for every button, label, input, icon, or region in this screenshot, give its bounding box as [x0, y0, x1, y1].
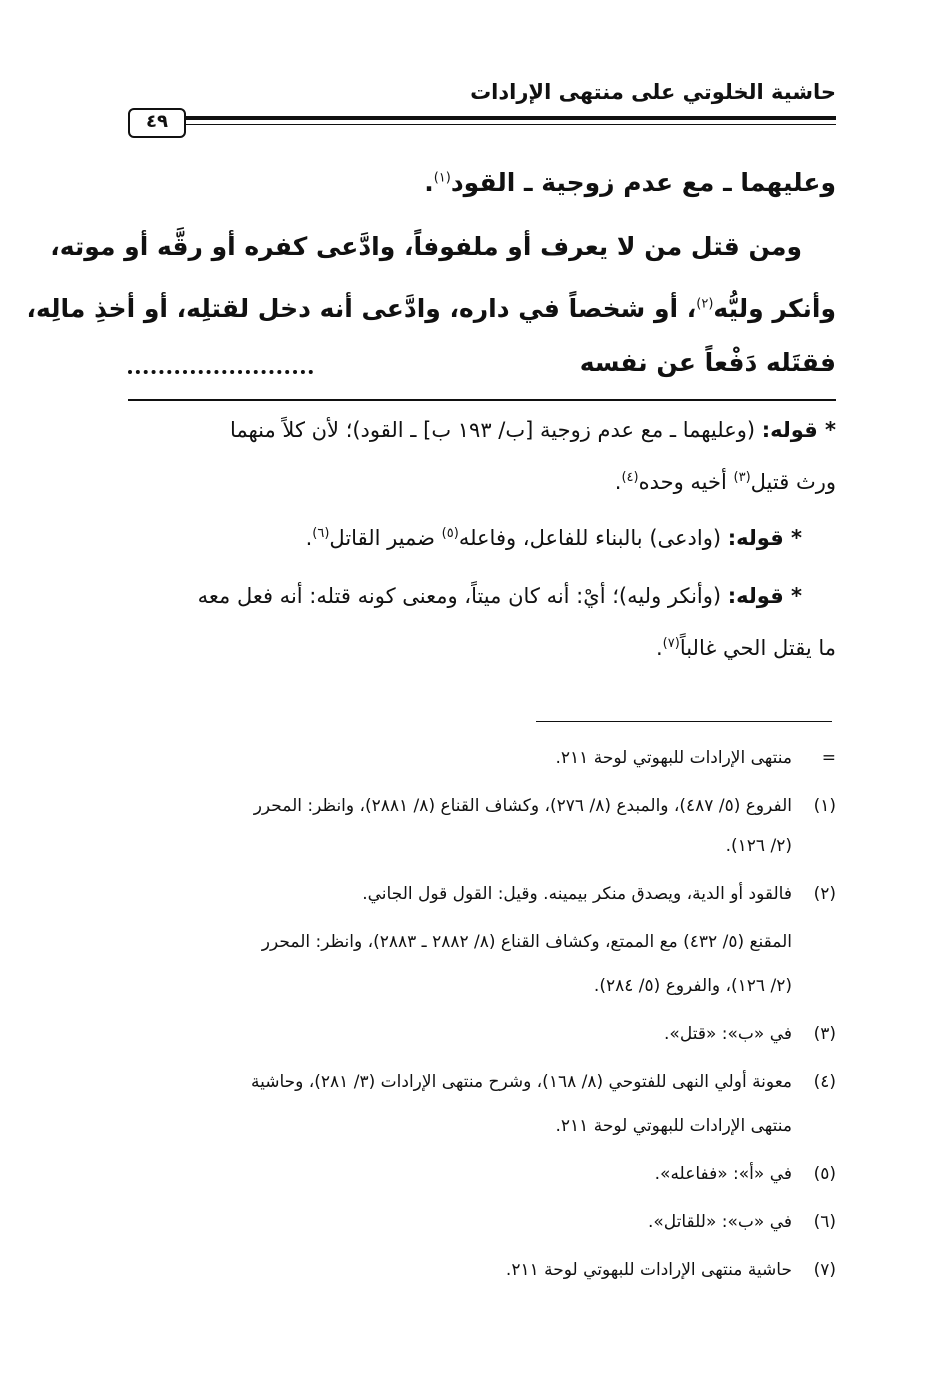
- footnote-marker: (٥): [813, 1164, 836, 1184]
- commentary-1-text-b: أخيه وحده: [638, 470, 734, 494]
- commentary-2: [120, 526, 802, 550]
- footnote-ref-1: (١): [433, 170, 451, 186]
- footnote-text: (٢/ ١٢٦).: [725, 836, 792, 856]
- footnote-marker: (٢): [813, 884, 836, 904]
- footnote-text: فالقود أو الدية، ويصدق منكر بيمينه. وقيل: القول قول الجاني.: [362, 884, 792, 904]
- footnote-text: في «أ»: «ففاعله».: [654, 1164, 792, 1184]
- footnote-text: معونة أولي النهى للفتوحي (٨/ ١٦٨)، وشرح منتهى الإرادات (٣/ ٢٨١)، وحاشية: [251, 1072, 792, 1092]
- footnote-marker: (٣): [813, 1024, 836, 1044]
- header-rule: [186, 116, 836, 120]
- footnote-marker: (٧): [813, 1260, 836, 1280]
- header-rule-thin: [186, 124, 836, 125]
- footnote-ref-6: (٦): [312, 526, 330, 541]
- footnote-marker: (٦): [813, 1212, 836, 1232]
- commentary-3-lead: * قوله:: [727, 584, 802, 608]
- commentary-3-line-2: [120, 636, 836, 660]
- dotted-leader: [128, 366, 313, 374]
- footnote-text: المقنع (٥/ ٤٣٢) مع الممتع، وكشاف القناع (٨/ ٢٨٨٢ ـ ٢٨٨٣)، وانظر: المحرر: [261, 932, 792, 952]
- commentary-2-text-b: ضمير القاتل: [329, 526, 442, 550]
- main-separator-rule: [128, 399, 836, 401]
- footnote-marker: =: [821, 748, 836, 768]
- main-line-3-rest: ، أو شخصاً في داره، وادَّعى أنه دخل لقتلِه، أو أخذِ مالِه،: [26, 294, 697, 323]
- footnote-text: الفروع (٥/ ٤٨٧)، والمبدع (٨/ ٢٧٦)، وكشاف القناع (٨/ ٢٨٨١)، وانظر: المحرر: [253, 796, 792, 816]
- footnote-ref-4: (٤): [621, 470, 639, 485]
- commentary-3-line-1: [120, 584, 802, 608]
- main-text-line-4: فقتَله دَفْعاً عن نفسه: [579, 348, 836, 377]
- main-line-1-end: .: [424, 168, 434, 197]
- footnote-ref-7: (٧): [662, 636, 680, 651]
- footnote-text: منتهى الإرادات للبهوتي لوحة ٢١١.: [555, 748, 792, 768]
- main-text-line-2: ومن قتل من لا يعرف أو ملفوفاً، وادَّعى كفره أو رقَّه أو موته،: [50, 232, 802, 261]
- commentary-3-text-b: ما يقتل الحي غالباً: [679, 636, 836, 660]
- commentary-1-line-2: [120, 470, 836, 494]
- main-line-3-text: وأنكر وليُّه: [713, 294, 836, 323]
- footnote-text: في «ب»: «للقاتل».: [647, 1212, 792, 1232]
- page-number: ٤٩: [128, 108, 186, 138]
- commentary-1-lead: * قوله:: [761, 418, 836, 442]
- footnote-ref-3: (٣): [733, 470, 751, 485]
- main-text-line-3: [26, 294, 836, 323]
- footnote-text: حاشية منتهى الإرادات للبهوتي لوحة ٢١١.: [505, 1260, 792, 1280]
- commentary-1-text-a: ورث قتيل: [750, 470, 836, 494]
- running-title: حاشية الخلوتي على منتهى الإرادات: [470, 80, 836, 104]
- main-line-1-text: وعليهما ـ مع عدم زوجية ـ القود: [450, 168, 836, 197]
- footnote-ref-5: (٥): [441, 526, 459, 541]
- commentary-2-text-c: .: [305, 526, 313, 550]
- main-text-line-1: [120, 168, 836, 197]
- commentary-3-end: .: [655, 636, 663, 660]
- footnote-text: (٢/ ١٢٦)، والفروع (٥/ ٢٨٤).: [593, 976, 792, 996]
- commentary-1-line-1: [120, 418, 836, 442]
- commentary-3-text: (وأنكر وليه)؛ أيْ: أنه كان ميتاً، ومعنى كونه قتله: أنه فعل معه: [197, 584, 722, 608]
- footnote-marker: (١): [813, 796, 836, 816]
- footnote-text: في «ب»: «قتل».: [664, 1024, 792, 1044]
- commentary-1-text: (وعليهما ـ مع عدم زوجية [ب/ ١٩٣ ب] ـ القود)؛ لأن كلاً منهما: [229, 418, 756, 442]
- footnote-marker: (٤): [813, 1072, 836, 1092]
- footnote-text: منتهى الإرادات للبهوتي لوحة ٢١١.: [555, 1116, 792, 1136]
- commentary-1-text-c: .: [614, 470, 622, 494]
- commentary-2-text-a: (وادعى) بالبناء للفاعل، وفاعله: [458, 526, 722, 550]
- footnote-ref-2: (٢): [696, 296, 714, 312]
- commentary-2-lead: * قوله:: [727, 526, 802, 550]
- footnote-separator: [536, 721, 832, 722]
